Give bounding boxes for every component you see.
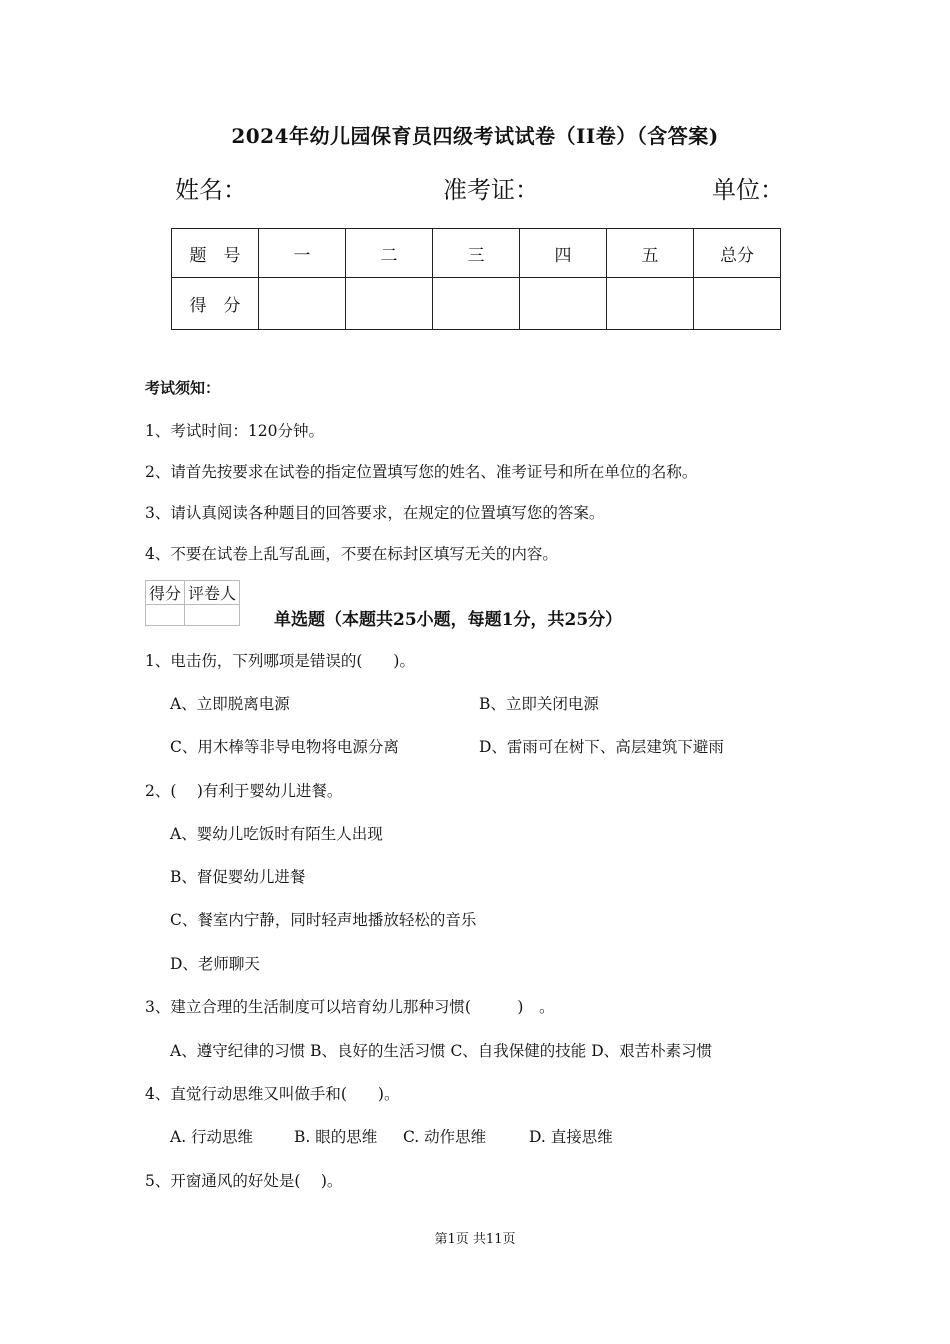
name-field-label: 姓名： [175, 176, 247, 204]
score-table [171, 228, 781, 330]
option-c[interactable]: C、用木棒等非导电物将电源分离 [170, 738, 399, 756]
notice-item: 3、请认真阅读各种题目的回答要求，在规定的位置填写您的答案。 [145, 504, 605, 522]
option-c[interactable]: C、餐室内宁静，同时轻声地播放轻松的音乐 [170, 911, 477, 929]
score-table-header-cell: 一 [259, 229, 346, 278]
option-b[interactable]: B、督促婴幼儿进餐 [170, 868, 306, 886]
question-stem: 5、开窗通风的好处是( )。 [145, 1172, 343, 1190]
notice-item: 2、请首先按要求在试卷的指定位置填写您的姓名、准考证号和所在单位的名称。 [145, 463, 698, 481]
score-cell[interactable] [520, 278, 607, 330]
exam-title: 2024年幼儿园保育员四级考试试卷（II卷）（含答案) [231, 124, 719, 148]
score-cell[interactable] [346, 278, 433, 330]
option-d[interactable]: D. 直接思维 [529, 1128, 613, 1146]
score-table-header-cell: 四 [520, 229, 607, 278]
score-table-header-cell: 二 [346, 229, 433, 278]
option-b[interactable]: B、立即关闭电源 [479, 695, 599, 713]
score-cell[interactable] [694, 278, 781, 330]
question-stem: 2、( )有利于婴幼儿进餐。 [145, 782, 343, 800]
exam-id-field-label: 准考证： [443, 176, 539, 204]
score-cell[interactable] [433, 278, 520, 330]
option-b[interactable]: B. 眼的思维 [294, 1128, 378, 1146]
score-row-label: 得 分 [172, 278, 259, 330]
option-a[interactable]: A. 行动思维 [170, 1128, 254, 1146]
page-footer: 第1页 共11页 [434, 1232, 516, 1247]
question-stem: 4、直觉行动思维又叫做手和( )。 [145, 1085, 400, 1103]
option-a[interactable]: A、立即脱离电源 [170, 695, 290, 713]
notice-heading: 考试须知： [145, 379, 221, 397]
notice-item: 1、考试时间：120分钟。 [145, 422, 324, 440]
score-table-header-row [172, 229, 781, 278]
score-cell[interactable] [259, 278, 346, 330]
score-table-header-cell: 五 [607, 229, 694, 278]
grader-score-label: 得分 [146, 581, 185, 605]
option-a[interactable]: A、婴幼儿吃饭时有陌生人出现 [170, 825, 383, 843]
unit-field-label: 单位： [712, 176, 784, 204]
question-stem: 1、电击伤，下列哪项是错误的( )。 [145, 652, 415, 670]
score-table-header-cell: 总分 [694, 229, 781, 278]
notice-item: 4、不要在试卷上乱写乱画，不要在标封区填写无关的内容。 [145, 545, 558, 563]
section-title: 单选题（本题共25小题，每题1分，共25分） [274, 610, 623, 630]
grader-score-cell[interactable] [146, 605, 185, 626]
options-line[interactable]: A、遵守纪律的习惯 B、良好的生活习惯 C、自我保健的技能 D、艰苦朴素习惯 [170, 1042, 713, 1060]
option-d[interactable]: D、雷雨可在树下、高层建筑下避雨 [479, 738, 724, 756]
option-d[interactable]: D、老师聊天 [170, 955, 260, 973]
option-c[interactable]: C. 动作思维 [403, 1128, 487, 1146]
question-stem: 3、建立合理的生活制度可以培育幼儿那种习惯( ) 。 [145, 998, 555, 1016]
grader-name-label: 评卷人 [185, 581, 240, 605]
score-cell[interactable] [607, 278, 694, 330]
score-table-score-row [172, 278, 781, 330]
grader-name-cell[interactable] [185, 605, 240, 626]
score-table-header-cell: 题 号 [172, 229, 259, 278]
score-table-header-cell: 三 [433, 229, 520, 278]
grader-box [145, 580, 240, 626]
